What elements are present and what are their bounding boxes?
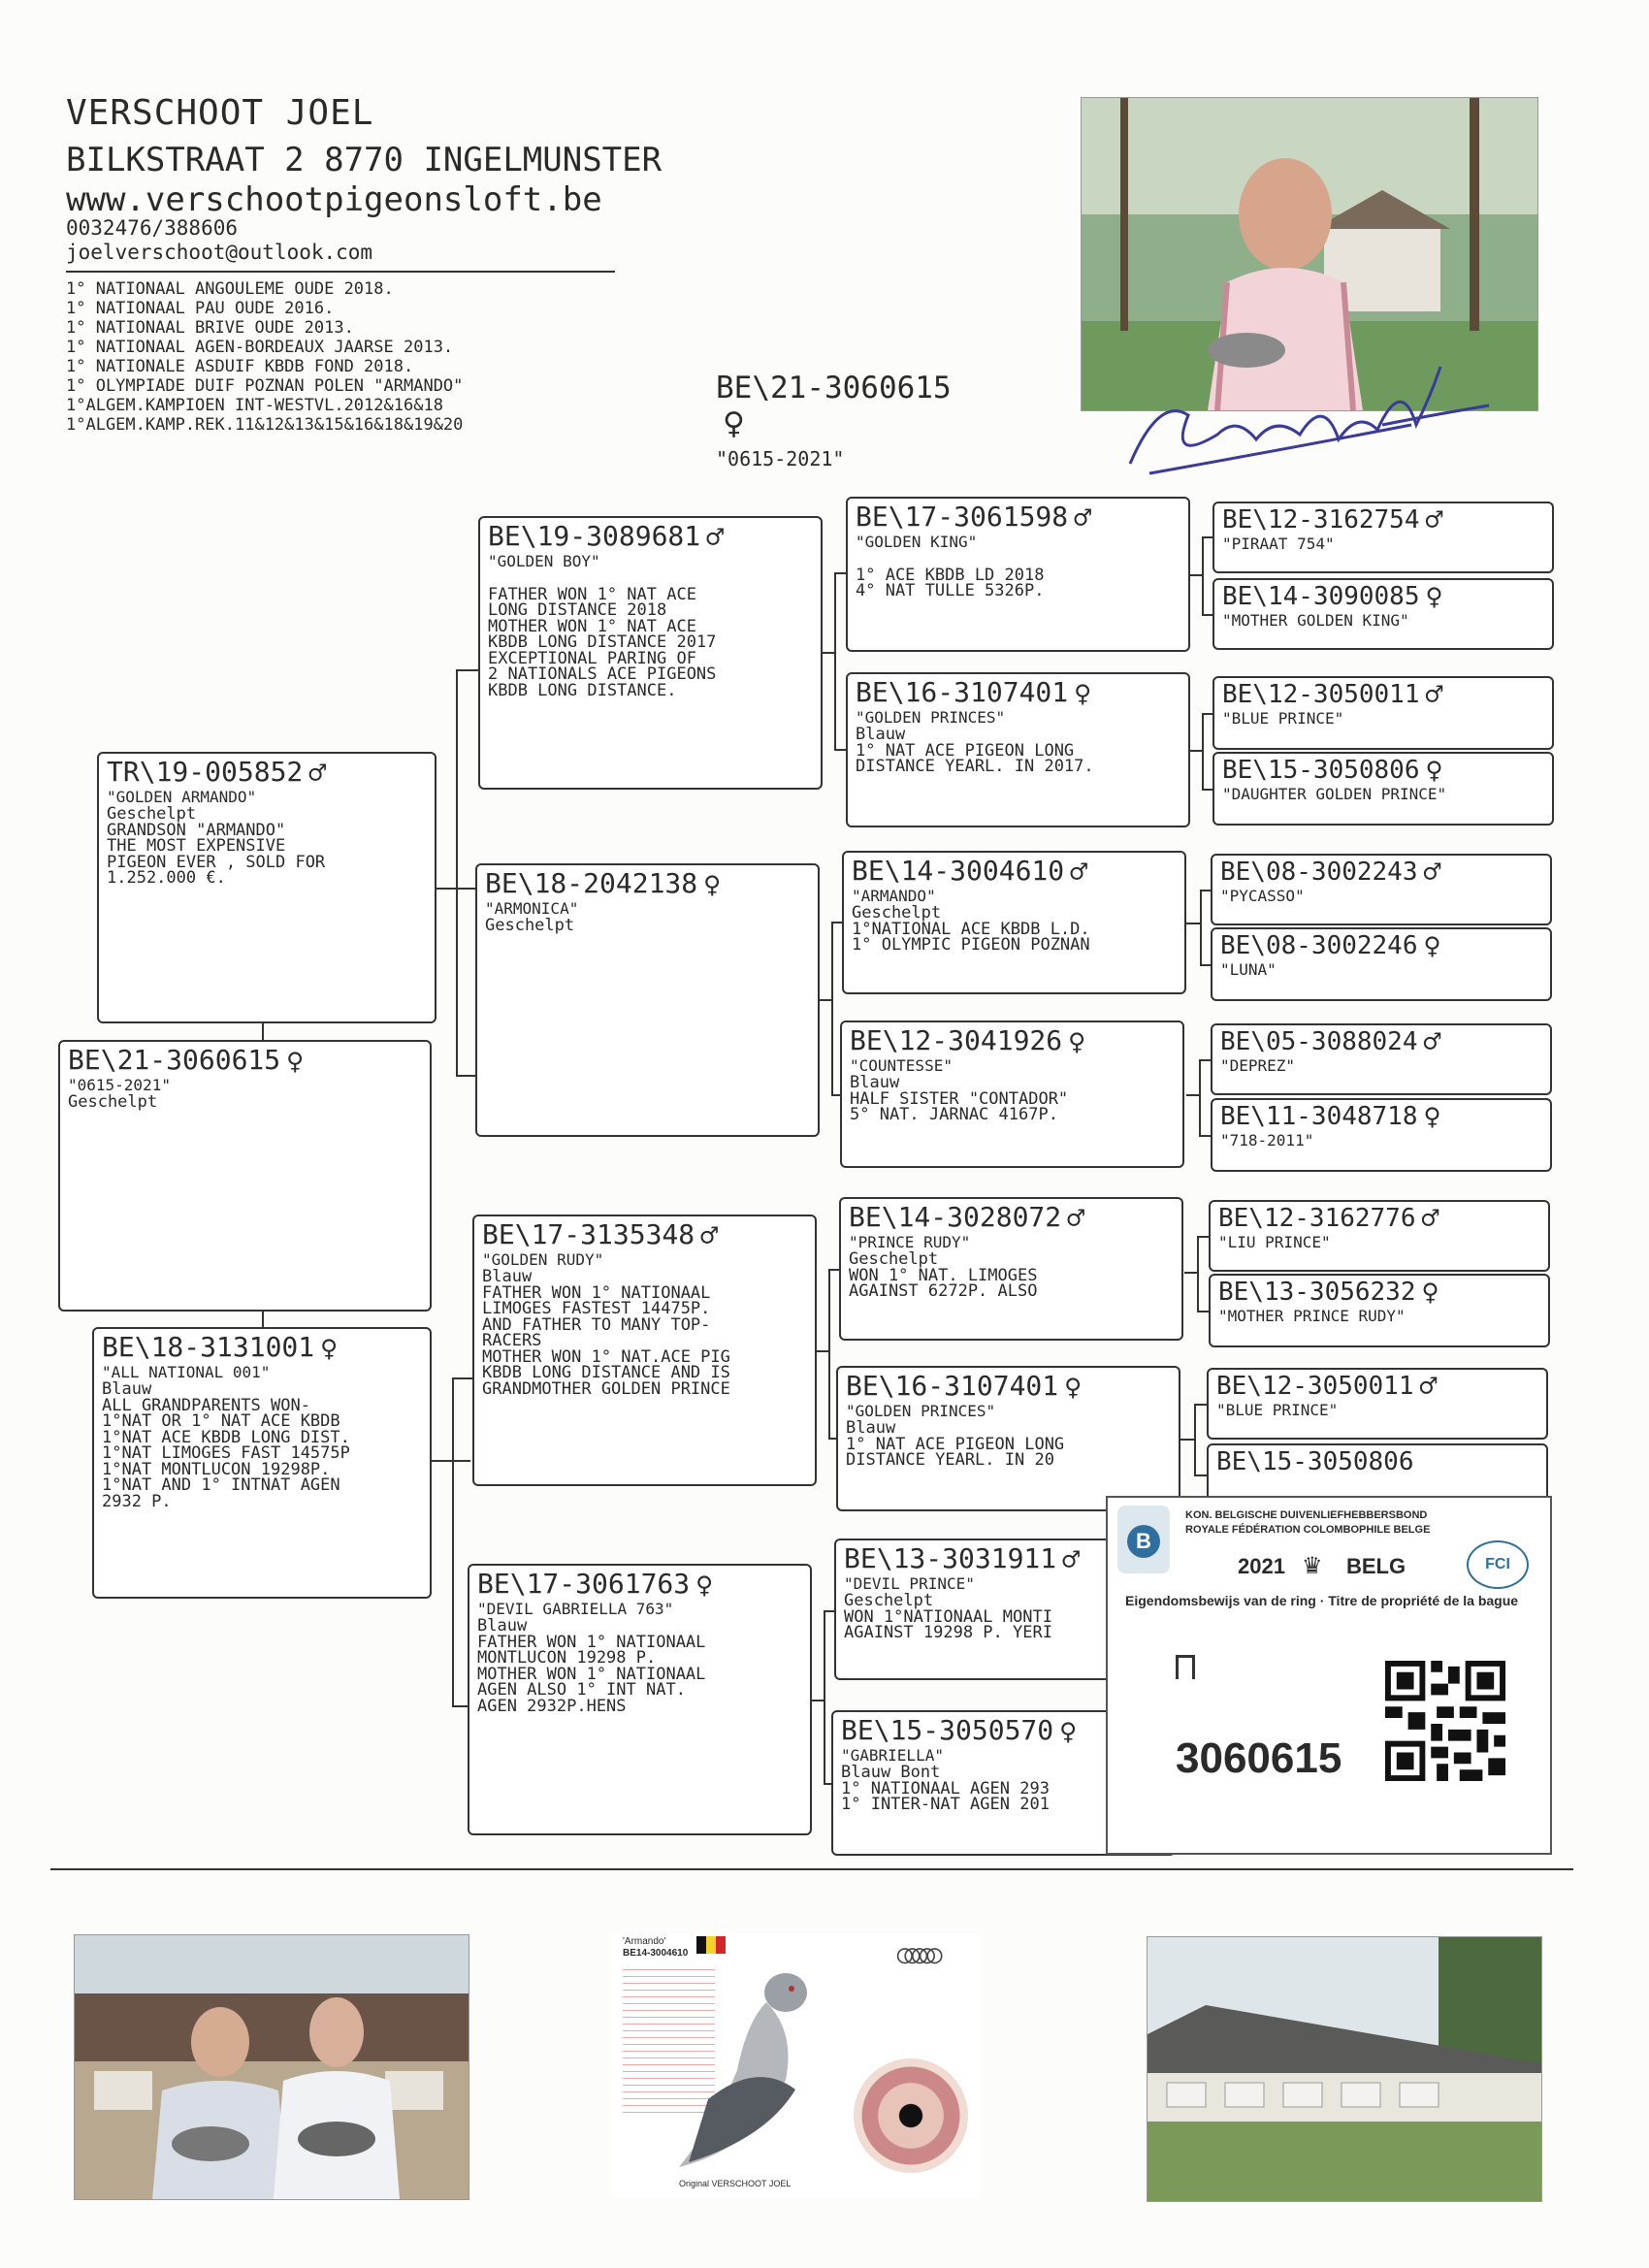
pedigree-box bbox=[846, 497, 1190, 652]
connector-line bbox=[831, 922, 843, 923]
pedigree-box bbox=[1211, 1023, 1552, 1095]
pigeon-info-line: RACERS bbox=[482, 1331, 542, 1350]
connector-line bbox=[824, 1610, 835, 1612]
male-symbol-icon: ♂ bbox=[1074, 502, 1092, 535]
pigeon-info-line: Geschelpt bbox=[485, 916, 575, 935]
connector-line bbox=[1194, 1404, 1196, 1474]
pedigree-box bbox=[1212, 502, 1554, 573]
female-symbol-icon: ♀ bbox=[1425, 580, 1443, 614]
connector-line bbox=[1199, 1059, 1201, 1135]
pigeon-info-line: 4° NAT TULLE 5326P. bbox=[856, 581, 1045, 600]
female-symbol-icon: ♀ bbox=[1068, 1025, 1086, 1059]
pigeon-info-line: AGAINST 19298 P. YERI bbox=[844, 1623, 1052, 1642]
connector-line bbox=[1184, 1272, 1197, 1274]
pigeon-info-line: GRANDSON "ARMANDO" bbox=[107, 820, 286, 840]
male-symbol-icon: ♂ bbox=[1067, 1202, 1085, 1236]
pigeon-info-line: Geschelpt bbox=[849, 1249, 939, 1269]
connector-line bbox=[456, 669, 458, 1077]
female-symbol-icon: ♀ bbox=[1059, 1715, 1078, 1749]
ring-number: BE\14-3004610 bbox=[852, 855, 1065, 887]
pigeon-info-line: MOTHER WON 1° NATIONAAL bbox=[477, 1664, 706, 1684]
connector-line bbox=[432, 1460, 470, 1462]
pigeon-info-line: 1° OLYMPIC PIGEON POZNAN bbox=[852, 935, 1090, 955]
pigeon-info-line: 1° NAT ACE PIGEON LONG bbox=[846, 1434, 1065, 1454]
pigeon-info-line: AGEN 2932P.HENS bbox=[477, 1696, 627, 1716]
pedigree-box bbox=[840, 1021, 1184, 1168]
ring-number: BE\05-3088024 bbox=[1220, 1027, 1418, 1056]
pigeon-info-line: 1° ACE KBDB LD 2018 bbox=[856, 565, 1045, 585]
pigeon-nickname: "ARMANDO" bbox=[852, 887, 936, 905]
connector-line bbox=[1194, 1474, 1208, 1476]
connector-line bbox=[1180, 1439, 1194, 1441]
pigeon-nickname: "BLUE PRINCE" bbox=[1222, 709, 1344, 728]
pigeon-nickname: "MOTHER GOLDEN KING" bbox=[1222, 611, 1409, 630]
pedigree-box bbox=[468, 1564, 812, 1835]
female-symbol-icon: ♀ bbox=[1423, 929, 1441, 963]
pigeon-nickname: "0615-2021" bbox=[68, 1076, 171, 1094]
fci-logo: FCI bbox=[1467, 1540, 1529, 1589]
cert-year: 2021 bbox=[1238, 1554, 1285, 1578]
pigeon-info-line: Blauw bbox=[856, 725, 906, 744]
pigeon-info-line: DISTANCE YEARL. IN 20 bbox=[846, 1450, 1054, 1470]
ring-number: BE\19-3089681 bbox=[488, 520, 701, 552]
male-symbol-icon: ♂ bbox=[1070, 856, 1088, 890]
ring-number: BE\16-3107401 bbox=[846, 1370, 1059, 1402]
male-symbol-icon: ♂ bbox=[1062, 1543, 1081, 1577]
pedigree-box bbox=[1209, 1200, 1550, 1272]
ring-number: BE\12-3041926 bbox=[850, 1024, 1063, 1056]
connector-line bbox=[812, 1700, 824, 1701]
connector-line bbox=[824, 1610, 825, 1783]
pigeon-nickname: "DEVIL GABRIELLA 763" bbox=[477, 1600, 674, 1618]
pigeon-nickname: "ARMONICA" bbox=[485, 899, 579, 918]
connector-line bbox=[823, 652, 834, 654]
male-symbol-icon: ♂ bbox=[1421, 1202, 1439, 1236]
cert-ring-number: 3060615 bbox=[1176, 1734, 1342, 1782]
pedigree-box bbox=[1212, 752, 1554, 826]
pedigree-box bbox=[1207, 1443, 1548, 1502]
ring-number: BE\18-3131001 bbox=[102, 1331, 315, 1363]
ring-number: BE\12-3050011 bbox=[1216, 1372, 1414, 1401]
breeder-name: VERSCHOOT JOEL bbox=[66, 93, 374, 133]
connector-line bbox=[452, 1705, 468, 1707]
pigeon-info-line: 1°NATIONAL ACE KBDB L.D. bbox=[852, 919, 1090, 939]
female-symbol-icon: ♀ bbox=[1421, 1276, 1439, 1310]
male-symbol-icon: ♂ bbox=[1423, 1025, 1441, 1059]
pigeon-info-line: HALF SISTER "CONTADOR" bbox=[850, 1088, 1069, 1109]
ring-number: BE\17-3061598 bbox=[856, 501, 1069, 533]
achievement-item: 1°ALGEM.KAMP.REK.11&12&13&15&16&18&19&20 bbox=[66, 415, 464, 435]
pedigree-box bbox=[1209, 1274, 1550, 1347]
pigeon-nickname: "COUNTESSE" bbox=[850, 1056, 953, 1075]
female-symbol-icon: ♀ bbox=[286, 1045, 305, 1079]
pedigree-box bbox=[836, 1366, 1180, 1511]
connector-line bbox=[456, 669, 478, 671]
connector-line bbox=[1202, 713, 1204, 789]
pigeon-info-line: AND FATHER TO MANY TOP- bbox=[482, 1314, 711, 1335]
pedigree-box bbox=[839, 1197, 1183, 1341]
connector-line bbox=[452, 1377, 472, 1379]
male-symbol-icon: ♂ bbox=[1425, 678, 1443, 712]
connector-line bbox=[828, 1269, 830, 1438]
pigeon-info-line: Blauw bbox=[846, 1418, 896, 1438]
connector-line bbox=[1199, 1059, 1212, 1061]
achievement-item: 1° NATIONAAL AGEN-BORDEAUX JAARSE 2013. bbox=[66, 338, 454, 357]
achievement-item: 1° NATIONALE ASDUIF KBDB FOND 2018. bbox=[66, 357, 414, 376]
pigeon-info-line: 1°NAT AND 1° INTNAT AGEN bbox=[102, 1475, 340, 1495]
achievement-item: 1° NATIONAAL BRIVE OUDE 2013. bbox=[66, 318, 354, 338]
connector-line bbox=[1202, 713, 1213, 715]
female-symbol-icon: ♀ bbox=[703, 868, 722, 902]
cert-org-fr: ROYALE FÉDÉRATION COLOMBOPHILE BELGE bbox=[1185, 1524, 1431, 1536]
armando-poster bbox=[611, 1934, 980, 2198]
loft-photo bbox=[1147, 1936, 1542, 2202]
pigeon-nickname: "GOLDEN PRINCES" bbox=[856, 708, 1006, 727]
female-symbol-icon: ♀ bbox=[723, 402, 745, 444]
connector-line bbox=[262, 1312, 264, 1327]
ring-number: BE\11-3048718 bbox=[1220, 1102, 1418, 1131]
ring-number: BE\12-3162754 bbox=[1222, 505, 1420, 535]
header-divider bbox=[66, 271, 615, 273]
signature bbox=[1091, 357, 1508, 483]
connector-line bbox=[828, 1269, 840, 1271]
pigeon-info-line: KBDB LONG DISTANCE AND IS bbox=[482, 1363, 730, 1382]
pigeon-info-line: Blauw bbox=[102, 1379, 152, 1399]
breeders-with-pigeons-photo bbox=[74, 1934, 469, 2200]
ring-number: BE\21-3060615 bbox=[68, 1044, 281, 1076]
connector-line bbox=[1197, 1236, 1210, 1238]
ring-number: BE\15-3050570 bbox=[841, 1714, 1054, 1746]
male-symbol-icon: ♂ bbox=[1425, 503, 1443, 537]
pedigree-box bbox=[58, 1040, 432, 1312]
pigeon-nickname: "GOLDEN RUDY" bbox=[482, 1250, 604, 1269]
ring-number: TR\19-005852 bbox=[107, 756, 304, 788]
pigeon-info-line: Geschelpt bbox=[107, 804, 197, 824]
pigeon-info-line: KBDB LONG DISTANCE 2017 bbox=[488, 632, 717, 652]
connector-line bbox=[834, 749, 846, 751]
breeder-website[interactable]: www.verschootpigeonsloft.be bbox=[66, 180, 602, 219]
belgian-flag-icon bbox=[696, 1936, 726, 1954]
staple-mark bbox=[1176, 1655, 1195, 1679]
kbdb-logo: B bbox=[1117, 1506, 1170, 1573]
pedigree-box bbox=[97, 752, 436, 1023]
pigeon-info-line: 1° INTER-NAT AGEN 201 bbox=[841, 1795, 1050, 1814]
ring-number: BE\15-3050806 bbox=[1222, 756, 1420, 785]
ring-number: BE\12-3050011 bbox=[1222, 680, 1420, 709]
pigeon-nickname: "GOLDEN ARMANDO" bbox=[107, 788, 257, 806]
connector-line bbox=[1202, 789, 1213, 791]
pigeon-info-line: 2932 P. bbox=[102, 1491, 172, 1511]
pigeon-nickname: "GOLDEN BOY" bbox=[488, 552, 600, 570]
female-symbol-icon: ♀ bbox=[1423, 1100, 1441, 1134]
pigeon-nickname: "ALL NATIONAL 001" bbox=[102, 1363, 271, 1381]
subject-nickname: "0615-2021" bbox=[716, 447, 845, 470]
pigeon-info-line: 1°NAT LIMOGES FAST 14575P bbox=[102, 1443, 350, 1463]
pigeon-nickname: "PYCASSO" bbox=[1220, 887, 1305, 905]
pedigree-box bbox=[842, 851, 1186, 994]
pigeon-info-line: Geschelpt bbox=[68, 1092, 158, 1112]
ring-number: BE\13-3056232 bbox=[1218, 1278, 1416, 1307]
pigeon-nickname: "DAUGHTER GOLDEN PRINCE" bbox=[1222, 785, 1447, 803]
cert-country: BELG bbox=[1346, 1554, 1406, 1578]
pigeon-info-line: FATHER WON 1° NATIONAAL bbox=[482, 1282, 711, 1303]
breeder-address: BILKSTRAAT 2 8770 INGELMUNSTER bbox=[66, 141, 663, 179]
connector-line bbox=[1186, 1094, 1199, 1096]
poster-caption: Original VERSCHOOT JOEL bbox=[679, 2179, 792, 2188]
pigeon-info-line: THE MOST EXPENSIVE bbox=[107, 836, 286, 856]
ring-number: BE\12-3162776 bbox=[1218, 1204, 1416, 1233]
achievement-item: 1° NATIONAAL ANGOULEME OUDE 2018. bbox=[66, 279, 394, 299]
pigeon-info-line: Geschelpt bbox=[852, 903, 942, 923]
pigeon-nickname: "PIRAAT 754" bbox=[1222, 535, 1335, 553]
pigeon-info-line: 1°NAT OR 1° NAT ACE KBDB bbox=[102, 1411, 340, 1431]
pigeon-info-line: Blauw bbox=[477, 1616, 528, 1636]
pedigree-box bbox=[478, 516, 823, 790]
ring-number: BE\17-3061763 bbox=[477, 1568, 691, 1600]
poster-ring: BE14-3004610 bbox=[623, 1948, 689, 1959]
pedigree-box bbox=[846, 672, 1190, 827]
connector-line bbox=[1199, 1135, 1212, 1137]
achievement-item: 1° OLYMPIADE DUIF POZNAN POLEN "ARMANDO" bbox=[66, 376, 464, 396]
connector-line bbox=[831, 922, 833, 1094]
connector-line bbox=[820, 999, 831, 1001]
poster-name: 'Armando' bbox=[623, 1936, 666, 1947]
pigeon-info-line: 1° NATIONAAL AGEN 293 bbox=[841, 1778, 1050, 1798]
pigeon-info-line: AGEN ALSO 1° INT NAT. bbox=[477, 1680, 686, 1700]
pigeon-nickname: "LIU PRINCE" bbox=[1218, 1233, 1331, 1251]
subject-ring-number: BE\21-3060615 bbox=[716, 371, 952, 405]
ring-number: BE\08-3002243 bbox=[1220, 858, 1418, 887]
pigeon-info-line: FATHER WON 1° NATIONAAL bbox=[477, 1632, 706, 1652]
male-symbol-icon: ♂ bbox=[1423, 856, 1441, 890]
connector-line bbox=[1202, 536, 1204, 614]
pigeon-info-line: FATHER WON 1° NAT ACE bbox=[488, 584, 696, 604]
male-symbol-icon: ♂ bbox=[700, 1219, 719, 1253]
connector-line bbox=[1186, 923, 1200, 924]
female-symbol-icon: ♀ bbox=[1425, 754, 1443, 788]
pigeon-info-line: PIGEON EVER , SOLD FOR bbox=[107, 852, 326, 872]
connector-line bbox=[1197, 1311, 1210, 1312]
connector-line bbox=[834, 572, 836, 749]
connector-line bbox=[1202, 614, 1213, 616]
pedigree-box bbox=[1211, 1098, 1552, 1172]
connector-line bbox=[1194, 1404, 1208, 1406]
pedigree-box bbox=[1211, 927, 1552, 1001]
pedigree-box bbox=[1212, 578, 1554, 650]
ring-number: BE\08-3002246 bbox=[1220, 931, 1418, 960]
pigeon-nickname: "LUNA" bbox=[1220, 960, 1277, 979]
pigeon-info-line: KBDB LONG DISTANCE. bbox=[488, 680, 677, 700]
connector-line bbox=[262, 1023, 264, 1040]
pedigree-box bbox=[1212, 676, 1554, 750]
ring-number: BE\17-3135348 bbox=[482, 1218, 695, 1250]
pedigree-box bbox=[1211, 854, 1552, 925]
breeder-phone: 0032476/388606 bbox=[66, 216, 239, 240]
ring-number: BE\15-3050806 bbox=[1216, 1447, 1414, 1476]
female-symbol-icon: ♀ bbox=[1064, 1371, 1083, 1405]
breeder-email[interactable]: joelverschoot@outlook.com bbox=[66, 241, 373, 264]
achievement-item: 1° NATIONAAL PAU OUDE 2016. bbox=[66, 299, 335, 318]
pigeon-nickname: "PRINCE RUDY" bbox=[849, 1233, 971, 1251]
pigeon-info-line: 1° NAT ACE PIGEON LONG bbox=[856, 740, 1075, 761]
ring-number: BE\14-3090085 bbox=[1222, 582, 1420, 611]
pigeon-nickname: "DEPREZ" bbox=[1220, 1056, 1296, 1075]
pigeon-eye-image bbox=[854, 2058, 968, 2173]
achievement-item: 1°ALGEM.KAMPIOEN INT-WESTVL.2012&16&18 bbox=[66, 396, 443, 415]
connector-line bbox=[1197, 1236, 1199, 1311]
olympic-rings-icon: ◯◯◯◯◯ bbox=[897, 1940, 935, 1969]
ring-number: BE\18-2042138 bbox=[485, 867, 698, 899]
pigeon-info-line: Geschelpt bbox=[844, 1591, 934, 1610]
footer-divider bbox=[50, 1868, 1573, 1870]
pigeon-nickname: "DEVIL PRINCE" bbox=[844, 1574, 975, 1593]
connector-line bbox=[817, 1350, 828, 1352]
connector-line bbox=[1190, 750, 1202, 752]
pigeon-info-line: 1.252.000 €. bbox=[107, 868, 226, 888]
cert-title: Eigendomsbewijs van de ring · Titre de propriété de la bague bbox=[1125, 1593, 1519, 1608]
pigeon-info-line: 2 NATIONALS ACE PIGEONS bbox=[488, 664, 717, 684]
male-symbol-icon: ♂ bbox=[308, 757, 327, 791]
connector-line bbox=[456, 1075, 475, 1077]
pigeon-info-line: MOTHER WON 1° NAT.ACE PIG bbox=[482, 1346, 730, 1367]
pedigree-box bbox=[472, 1215, 817, 1486]
connector-line bbox=[834, 572, 846, 574]
pedigree-box bbox=[92, 1327, 432, 1599]
pigeon-info-line: LONG DISTANCE 2018 bbox=[488, 600, 667, 620]
connector-line bbox=[1202, 536, 1213, 538]
ring-certificate bbox=[1106, 1496, 1552, 1855]
ring-number: BE\16-3107401 bbox=[856, 676, 1069, 708]
pigeon-info-line: Blauw bbox=[850, 1073, 900, 1092]
female-symbol-icon: ♀ bbox=[1074, 677, 1092, 711]
male-symbol-icon: ♂ bbox=[1419, 1370, 1438, 1404]
pigeon-info-line: DISTANCE YEARL. IN 2017. bbox=[856, 757, 1094, 776]
ring-number: BE\13-3031911 bbox=[844, 1542, 1057, 1574]
connector-line bbox=[1190, 574, 1202, 576]
pigeon-info-line: ALL GRANDPARENTS WON- bbox=[102, 1395, 310, 1415]
pigeon-info-line: AGAINST 6272P. ALSO bbox=[849, 1281, 1038, 1301]
crown-icon: ♛ bbox=[1302, 1553, 1323, 1579]
pigeon-info-line: 1°NAT MONTLUCON 19298P. bbox=[102, 1459, 331, 1479]
connector-line bbox=[1200, 890, 1202, 964]
pigeon-nickname: "MOTHER PRINCE RUDY" bbox=[1218, 1307, 1406, 1325]
pigeon-nickname: "GOLDEN PRINCES" bbox=[846, 1402, 996, 1420]
pigeon-info-line: 5° NAT. JARNAC 4167P. bbox=[850, 1105, 1058, 1124]
pigeon-info-line: MOTHER WON 1° NAT ACE bbox=[488, 616, 696, 636]
pigeon-info-line: 1°NAT ACE KBDB LONG DIST. bbox=[102, 1427, 350, 1447]
pigeon-info-line: GRANDMOTHER GOLDEN PRINCE bbox=[482, 1378, 730, 1399]
pedigree-box bbox=[1207, 1368, 1548, 1440]
female-symbol-icon: ♀ bbox=[695, 1569, 714, 1603]
pigeon-info-line: LIMOGES FASTEST 14475P. bbox=[482, 1299, 711, 1318]
pigeon-nickname: "BLUE PRINCE" bbox=[1216, 1401, 1339, 1419]
male-symbol-icon: ♂ bbox=[706, 521, 725, 555]
ring-number: BE\14-3028072 bbox=[849, 1201, 1062, 1233]
qr-code-icon bbox=[1385, 1661, 1505, 1781]
pigeon-nickname: "718-2011" bbox=[1220, 1131, 1314, 1150]
pigeon-nickname: "GOLDEN KING" bbox=[856, 533, 978, 551]
pigeon-info-line: Blauw Bont bbox=[841, 1763, 941, 1782]
pigeon-info-line: MONTLUCON 19298 P. bbox=[477, 1648, 657, 1668]
pigeon-nickname: "GABRIELLA" bbox=[841, 1746, 944, 1765]
pedigree-box bbox=[475, 863, 820, 1137]
cert-org-nl: KON. BELGISCHE DUIVENLIEFHEBBERSBOND bbox=[1185, 1509, 1428, 1521]
achievements-list bbox=[66, 279, 463, 435]
pigeon-info-line: Blauw bbox=[482, 1267, 533, 1286]
pigeon-image bbox=[650, 1954, 844, 2177]
connector-line bbox=[452, 1377, 454, 1707]
pigeon-info-line: WON 1°NATIONAAL MONTI bbox=[844, 1606, 1052, 1627]
pigeon-info-line: EXCEPTIONAL PARING OF bbox=[488, 648, 696, 668]
female-symbol-icon: ♀ bbox=[320, 1332, 339, 1366]
pigeon-info-line: WON 1° NAT. LIMOGES bbox=[849, 1265, 1038, 1285]
